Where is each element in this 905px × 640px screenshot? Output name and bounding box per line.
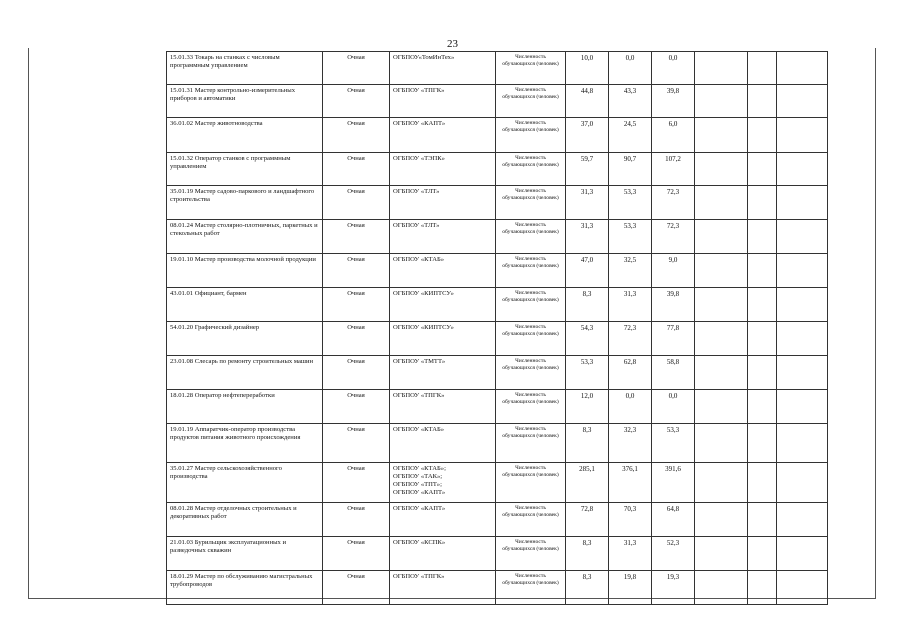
profession-cell: 54.01.20 Графический дизайнер bbox=[167, 322, 323, 356]
profession-cell: 19.01.10 Мастер производства молочной продукции bbox=[167, 254, 323, 288]
value-cell: 19,8 bbox=[609, 571, 652, 605]
organization-cell bbox=[390, 288, 496, 322]
organization-cell bbox=[390, 85, 496, 118]
study-form-cell: Очная bbox=[323, 153, 390, 186]
empty-cell bbox=[748, 52, 777, 85]
page-number: 23 bbox=[447, 38, 458, 50]
empty-cell bbox=[777, 571, 828, 605]
profession-cell: 35.01.27 Мастер сельскохозяйственного производства bbox=[167, 463, 323, 503]
value-cell: 39,8 bbox=[652, 85, 695, 118]
value-cell: 8,3 bbox=[566, 424, 609, 463]
profession-cell: 08.01.24 Мастер столярно-плотничных, паркетных и стекольных работ bbox=[167, 220, 323, 254]
profession-cell: 08.01.28 Мастер отделочных строительных и декоративных работ bbox=[167, 503, 323, 537]
empty-cell bbox=[777, 220, 828, 254]
value-cell: 107,2 bbox=[652, 153, 695, 186]
study-form-cell: Очная bbox=[323, 186, 390, 220]
empty-cell bbox=[777, 503, 828, 537]
study-form-cell: Очная bbox=[323, 463, 390, 503]
empty-cell bbox=[748, 322, 777, 356]
empty-cell bbox=[748, 571, 777, 605]
value-cell: 32,3 bbox=[609, 424, 652, 463]
study-form-cell: Очная bbox=[323, 390, 390, 424]
value-cell: 391,6 bbox=[652, 463, 695, 503]
empty-cell bbox=[695, 463, 748, 503]
table-row bbox=[167, 254, 828, 288]
table-row bbox=[167, 288, 828, 322]
empty-cell bbox=[777, 424, 828, 463]
organization-name: ОГБПОУ «КТАБ» bbox=[393, 426, 445, 433]
value-cell: 10,0 bbox=[566, 52, 609, 85]
empty-cell bbox=[695, 254, 748, 288]
study-form-cell: Очная bbox=[323, 85, 390, 118]
table-row bbox=[167, 85, 828, 118]
table-row bbox=[167, 537, 828, 571]
empty-cell bbox=[748, 424, 777, 463]
value-cell: 12,0 bbox=[566, 390, 609, 424]
value-cell: 0,0 bbox=[609, 52, 652, 85]
empty-cell bbox=[748, 463, 777, 503]
indicator-cell: Численность обучающихся (человек) bbox=[496, 503, 566, 537]
organization-cell bbox=[390, 356, 496, 390]
value-cell: 72,3 bbox=[652, 220, 695, 254]
value-cell: 47,0 bbox=[566, 254, 609, 288]
organization-name: ОГБПОУ «КАПТ» bbox=[393, 120, 446, 127]
study-form-cell: Очная bbox=[323, 424, 390, 463]
study-form-cell: Очная bbox=[323, 118, 390, 153]
value-cell: 24,5 bbox=[609, 118, 652, 153]
empty-cell bbox=[695, 537, 748, 571]
value-cell: 8,3 bbox=[566, 571, 609, 605]
empty-cell bbox=[695, 52, 748, 85]
value-cell: 6,0 bbox=[652, 118, 695, 153]
study-form-cell: Очная bbox=[323, 254, 390, 288]
value-cell: 53,3 bbox=[609, 186, 652, 220]
organization-cell bbox=[390, 186, 496, 220]
organization-cell bbox=[390, 424, 496, 463]
education-table bbox=[166, 51, 828, 605]
indicator-cell: Численность обучающихся (человек) bbox=[496, 356, 566, 390]
study-form-cell: Очная bbox=[323, 356, 390, 390]
empty-cell bbox=[777, 85, 828, 118]
profession-cell: 18.01.29 Мастер по обслуживанию магистральных трубопроводов bbox=[167, 571, 323, 605]
profession-cell: 19.01.19 Аппаратчик-оператор производства продуктов питания животного происхождения bbox=[167, 424, 323, 463]
organization-name: ОГБПОУ «ТЭПК» bbox=[393, 155, 445, 162]
organization-cell bbox=[390, 390, 496, 424]
value-cell: 0,0 bbox=[652, 52, 695, 85]
empty-cell bbox=[695, 390, 748, 424]
value-cell: 39,8 bbox=[652, 288, 695, 322]
table-row bbox=[167, 153, 828, 186]
profession-cell: 43.01.01 Официант, бармен bbox=[167, 288, 323, 322]
organization-name: ОГБПОУ «ТЛТ» bbox=[393, 222, 440, 229]
profession-cell: 15.01.31 Мастер контрольно-измерительных приборов и автоматики bbox=[167, 85, 323, 118]
value-cell: 64,8 bbox=[652, 503, 695, 537]
profession-cell: 23.01.08 Слесарь по ремонту строительных машин bbox=[167, 356, 323, 390]
table-row bbox=[167, 220, 828, 254]
empty-cell bbox=[695, 220, 748, 254]
value-cell: 90,7 bbox=[609, 153, 652, 186]
empty-cell bbox=[748, 503, 777, 537]
empty-cell bbox=[695, 118, 748, 153]
profession-cell: 18.01.28 Оператор нефтепереработки bbox=[167, 390, 323, 424]
study-form-cell: Очная bbox=[323, 537, 390, 571]
indicator-cell: Численность обучающихся (человек) bbox=[496, 254, 566, 288]
value-cell: 77,8 bbox=[652, 322, 695, 356]
value-cell: 31,3 bbox=[609, 288, 652, 322]
organization-name: ОГБПОУ «ТАК»; bbox=[393, 472, 443, 480]
value-cell: 70,3 bbox=[609, 503, 652, 537]
empty-cell bbox=[748, 254, 777, 288]
empty-cell bbox=[748, 288, 777, 322]
organization-cell bbox=[390, 503, 496, 537]
value-cell: 59,7 bbox=[566, 153, 609, 186]
organization-name: ОГБПОУ «КСПК» bbox=[393, 539, 446, 546]
empty-cell bbox=[695, 288, 748, 322]
empty-cell bbox=[777, 390, 828, 424]
empty-cell bbox=[748, 85, 777, 118]
empty-cell bbox=[695, 571, 748, 605]
value-cell: 72,3 bbox=[609, 322, 652, 356]
value-cell: 43,3 bbox=[609, 85, 652, 118]
empty-cell bbox=[777, 322, 828, 356]
value-cell: 37,0 bbox=[566, 118, 609, 153]
empty-cell bbox=[748, 220, 777, 254]
organization-name: ОГБПОУ «ТПТ»; bbox=[393, 480, 442, 488]
value-cell: 44,8 bbox=[566, 85, 609, 118]
indicator-cell: Численность обучающихся (человек) bbox=[496, 118, 566, 153]
study-form-cell: Очная bbox=[323, 322, 390, 356]
organization-name: ОГБПОУ «ТПГК» bbox=[393, 392, 445, 399]
empty-cell bbox=[695, 322, 748, 356]
indicator-cell: Численность обучающихся (человек) bbox=[496, 571, 566, 605]
profession-cell: 15.01.32 Оператор станков с программным управлением bbox=[167, 153, 323, 186]
profession-cell: 15.01.33 Токарь на станках с числовым программным управлением bbox=[167, 52, 323, 85]
empty-cell bbox=[695, 424, 748, 463]
organization-name: ОГБПОУ «КАПТ» bbox=[393, 505, 446, 512]
empty-cell bbox=[748, 356, 777, 390]
empty-cell bbox=[695, 153, 748, 186]
indicator-cell: Численность обучающихся (человек) bbox=[496, 463, 566, 503]
profession-cell: 21.01.03 Бурильщик эксплуатационных и разведочных скважин bbox=[167, 537, 323, 571]
organization-cell bbox=[390, 52, 496, 85]
study-form-cell: Очная bbox=[323, 220, 390, 254]
value-cell: 32,5 bbox=[609, 254, 652, 288]
profession-cell: 35.01.19 Мастер садово-паркового и ландшафтного строительства bbox=[167, 186, 323, 220]
value-cell: 8,3 bbox=[566, 537, 609, 571]
organization-cell bbox=[390, 254, 496, 288]
empty-cell bbox=[695, 503, 748, 537]
indicator-cell: Численность обучающихся (человек) bbox=[496, 85, 566, 118]
indicator-cell: Численность обучающихся (человек) bbox=[496, 424, 566, 463]
empty-cell bbox=[748, 186, 777, 220]
value-cell: 58,8 bbox=[652, 356, 695, 390]
value-cell: 285,1 bbox=[566, 463, 609, 503]
indicator-cell: Численность обучающихся (человек) bbox=[496, 537, 566, 571]
empty-cell bbox=[748, 118, 777, 153]
value-cell: 376,1 bbox=[609, 463, 652, 503]
organization-name: ОГБПОУ «КТАБ»; bbox=[393, 465, 446, 472]
organization-name: ОГБПОУ «КАПТ» bbox=[393, 488, 446, 496]
value-cell: 53,3 bbox=[566, 356, 609, 390]
empty-cell bbox=[695, 186, 748, 220]
organization-name: ОГБПОУ «ТПГК» bbox=[393, 87, 445, 94]
organization-name: ОГБПОУ«ТомИнТех» bbox=[393, 54, 455, 61]
table-row bbox=[167, 463, 828, 503]
value-cell: 72,8 bbox=[566, 503, 609, 537]
value-cell: 54,3 bbox=[566, 322, 609, 356]
table-row bbox=[167, 118, 828, 153]
table-row bbox=[167, 356, 828, 390]
empty-cell bbox=[777, 288, 828, 322]
study-form-cell: Очная bbox=[323, 52, 390, 85]
value-cell: 53,3 bbox=[609, 220, 652, 254]
table-row bbox=[167, 424, 828, 463]
table-row bbox=[167, 322, 828, 356]
value-cell: 62,8 bbox=[609, 356, 652, 390]
table-row bbox=[167, 390, 828, 424]
indicator-cell: Численность обучающихся (человек) bbox=[496, 288, 566, 322]
organization-cell bbox=[390, 463, 496, 503]
empty-cell bbox=[777, 463, 828, 503]
organization-name: ОГБПОУ «ТПГК» bbox=[393, 573, 445, 580]
organization-name: ОГБПОУ «ТМТТ» bbox=[393, 358, 446, 365]
study-form-cell: Очная bbox=[323, 503, 390, 537]
empty-cell bbox=[777, 254, 828, 288]
study-form-cell: Очная bbox=[323, 571, 390, 605]
value-cell: 0,0 bbox=[652, 390, 695, 424]
organization-name: ОГБПОУ «КТАБ» bbox=[393, 256, 445, 263]
indicator-cell: Численность обучающихся (человек) bbox=[496, 153, 566, 186]
empty-cell bbox=[748, 537, 777, 571]
organization-name: ОГБПОУ «ТЛТ» bbox=[393, 188, 440, 195]
value-cell: 31,3 bbox=[609, 537, 652, 571]
indicator-cell: Численность обучающихся (человек) bbox=[496, 186, 566, 220]
empty-cell bbox=[748, 153, 777, 186]
empty-cell bbox=[777, 186, 828, 220]
indicator-cell: Численность обучающихся (человек) bbox=[496, 52, 566, 85]
organization-cell bbox=[390, 153, 496, 186]
value-cell: 0,0 bbox=[609, 390, 652, 424]
organization-name: ОГБПОУ «КИПТСУ» bbox=[393, 324, 454, 331]
organization-cell bbox=[390, 322, 496, 356]
empty-cell bbox=[777, 52, 828, 85]
value-cell: 72,3 bbox=[652, 186, 695, 220]
indicator-cell: Численность обучающихся (человек) bbox=[496, 322, 566, 356]
empty-cell bbox=[777, 356, 828, 390]
empty-cell bbox=[748, 390, 777, 424]
organization-cell bbox=[390, 118, 496, 153]
value-cell: 53,3 bbox=[652, 424, 695, 463]
table-row bbox=[167, 503, 828, 537]
empty-cell bbox=[695, 356, 748, 390]
empty-cell bbox=[695, 85, 748, 118]
organization-cell bbox=[390, 220, 496, 254]
empty-cell bbox=[777, 118, 828, 153]
organization-cell bbox=[390, 537, 496, 571]
empty-cell bbox=[777, 153, 828, 186]
organization-cell bbox=[390, 571, 496, 605]
profession-cell: 36.01.02 Мастер животноводства bbox=[167, 118, 323, 153]
value-cell: 8,3 bbox=[566, 288, 609, 322]
table-row bbox=[167, 571, 828, 605]
study-form-cell: Очная bbox=[323, 288, 390, 322]
organization-name: ОГБПОУ «КИПТСУ» bbox=[393, 290, 454, 297]
value-cell: 31,3 bbox=[566, 220, 609, 254]
indicator-cell: Численность обучающихся (человек) bbox=[496, 390, 566, 424]
value-cell: 52,3 bbox=[652, 537, 695, 571]
table-body bbox=[167, 52, 828, 605]
value-cell: 31,3 bbox=[566, 186, 609, 220]
value-cell: 19,3 bbox=[652, 571, 695, 605]
value-cell: 9,0 bbox=[652, 254, 695, 288]
indicator-cell: Численность обучающихся (человек) bbox=[496, 220, 566, 254]
table-row bbox=[167, 52, 828, 85]
empty-cell bbox=[777, 537, 828, 571]
table-row bbox=[167, 186, 828, 220]
